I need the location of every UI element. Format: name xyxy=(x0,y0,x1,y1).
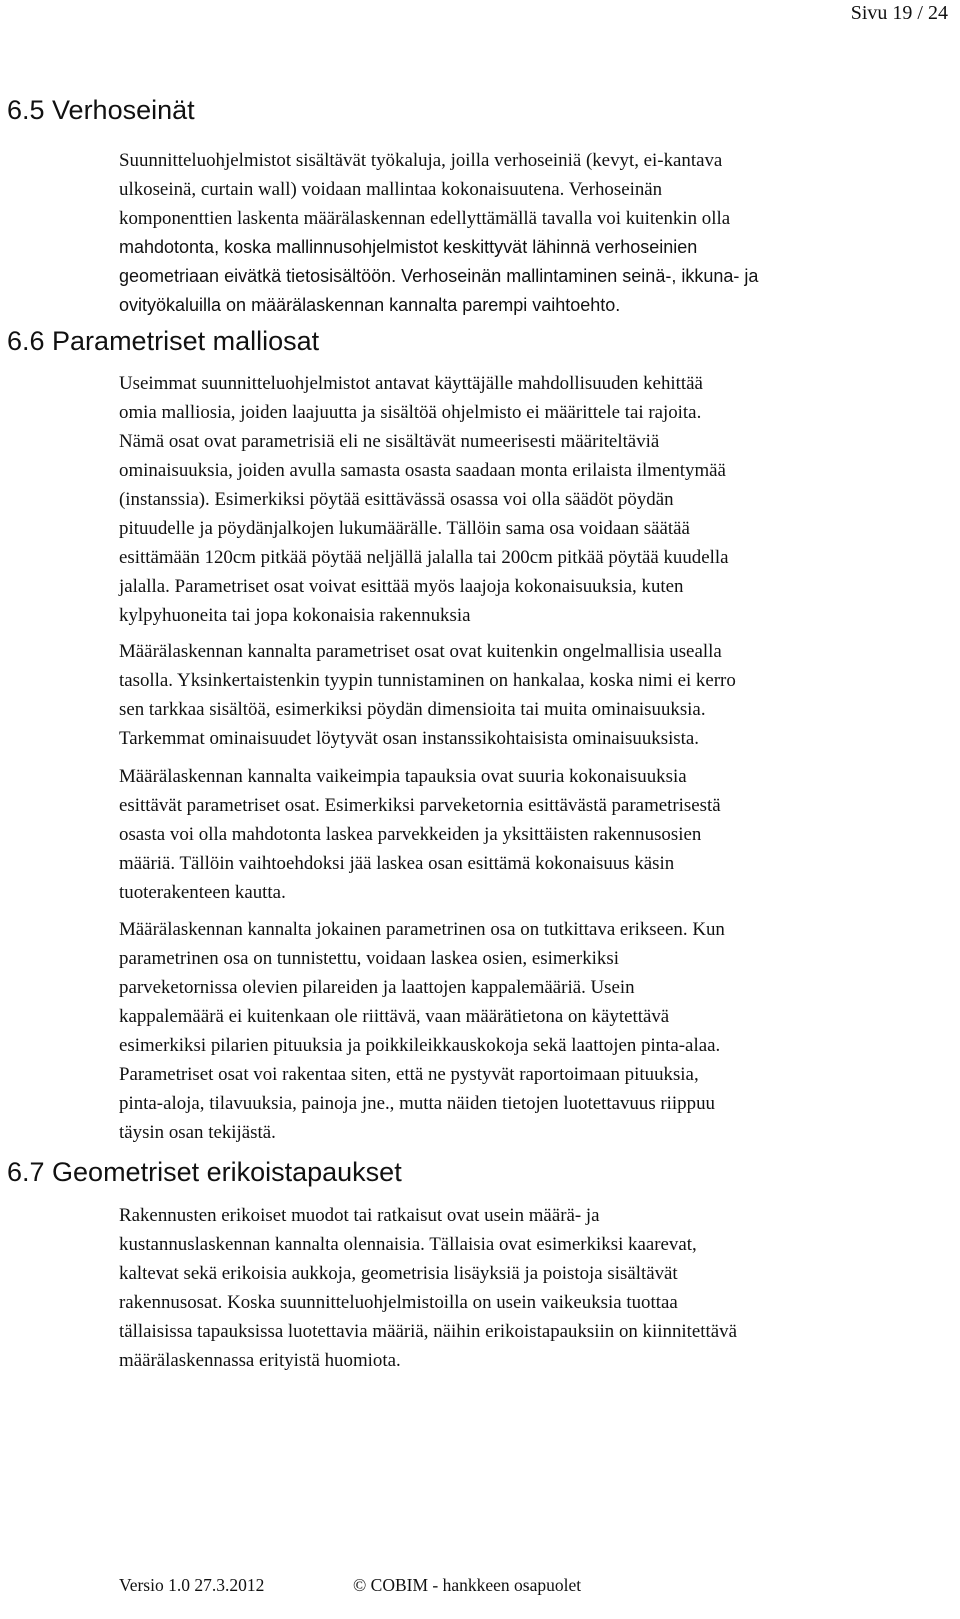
text-line: täysin osan tekijästä. xyxy=(119,1122,276,1143)
text-line: tuoterakenteen kautta. xyxy=(119,882,286,903)
text-line: kaltevat sekä erikoisia aukkoja, geometrisia lisäyksiä ja poistoja sisältävät xyxy=(119,1263,678,1284)
text-line: Määrälaskennan kannalta vaikeimpia tapauksia ovat suuria kokonaisuuksia xyxy=(119,766,687,787)
section-heading-6-6: 6.6 Parametriset malliosat xyxy=(7,326,320,356)
text-line: Parametriset osat voi rakentaa siten, että ne pystyvät raportoimaan pituuksia, xyxy=(119,1064,699,1085)
text-line: kappalemäärä ei kuitenkaan ole riittävä, vaan määrätietona on käytettävä xyxy=(119,1006,670,1027)
text-line: esittävät parametriset osat. Esimerkiksi parveketornia esittävästä parametrisestä xyxy=(119,795,721,816)
text-line: rakennusosat. Koska suunnitteluohjelmistoilla on usein vaikeuksia tuottaa xyxy=(119,1292,678,1313)
paragraph xyxy=(119,915,937,1147)
text-line: määrälaskennassa erityistä huomiota. xyxy=(119,1350,401,1371)
text-line: geometriaan eivätkä tietosisältöön. Verhoseinän mallintaminen seinä-, ikkuna- ja xyxy=(119,266,759,286)
section-heading-6-5: 6.5 Verhoseinät xyxy=(7,95,195,125)
text-line: kustannuslaskennan kannalta olennaisia. Tällaisia ovat esimerkiksi kaarevat, xyxy=(119,1234,697,1255)
text-line: Rakennusten erikoiset muodot tai ratkaisut ovat usein määrä- ja xyxy=(119,1205,600,1226)
text-line: Tarkemmat ominaisuudet löytyvät osan instanssikohtaisista ominaisuuksista. xyxy=(119,728,700,749)
text-line: pituudelle ja pöydänjalkojen lukumäärälle. Tällöin sama osa voidaan säätää xyxy=(119,518,690,539)
text-line: parveketornissa olevien pilareiden ja laattojen kappalemääriä. Usein xyxy=(119,977,635,998)
paragraph xyxy=(119,369,937,630)
text-line: omia malliosia, joiden laajuutta ja sisältöä ohjelmisto ei määrittele tai rajoita. xyxy=(119,402,702,423)
text-line: mahdotonta, koska mallinnusohjelmistot keskittyvät lähinnä verhoseinien xyxy=(119,237,698,257)
footer-version: Versio 1.0 27.3.2012 xyxy=(119,1575,265,1595)
text-line: määriä. Tällöin vaihtoehdoksi jää laskea osan esittämä kokonaisuus käsin xyxy=(119,853,675,874)
text-line: tällaisissa tapauksissa luotettavia määriä, näihin erikoistapauksiin on kiinnitettävä xyxy=(119,1321,737,1342)
text-line: Määrälaskennan kannalta parametriset osat ovat kuitenkin ongelmallisia usealla xyxy=(119,641,722,662)
paragraph xyxy=(119,1201,937,1375)
text-line: sen tarkkaa sisältöä, esimerkiksi pöydän dimensioita tai muita ominaisuuksia. xyxy=(119,699,706,720)
text-line: ominaisuuksia, joiden avulla samasta osasta saadaan monta erilaista ilmentymää xyxy=(119,460,726,481)
paragraph xyxy=(119,637,937,753)
text-line: osasta voi olla mahdotonta laskea parvekkeiden ja yksittäisten rakennusosien xyxy=(119,824,702,845)
text-line: ovityökaluilla on määrälaskennan kannalta parempi vaihtoehto. xyxy=(119,295,621,315)
text-line: parametrinen osa on tunnistettu, voidaan laskea osien, esimerkiksi xyxy=(119,948,619,969)
text-line: (instanssia). Esimerkiksi pöytää esittävässä osassa voi olla säädöt pöydän xyxy=(119,489,674,510)
text-line: esimerkiksi pilarien pituuksia ja poikkileikkauskokoja sekä laattojen pinta-alaa. xyxy=(119,1035,721,1056)
text-line: Määrälaskennan kannalta jokainen parametrinen osa on tutkittava erikseen. Kun xyxy=(119,919,725,940)
text-line: jalalla. Parametriset osat voivat esittää myös laajoja kokonaisuuksia, kuten xyxy=(119,576,684,597)
text-line: ulkoseinä, curtain wall) voidaan mallintaa kokonaisuutena. Verhoseinän xyxy=(119,179,663,200)
text-line: kylpyhuoneita tai jopa kokonaisia rakennuksia xyxy=(119,605,471,626)
page-number: Sivu 19 / 24 xyxy=(850,2,948,24)
text-line: Suunnitteluohjelmistot sisältävät työkaluja, joilla verhoseiniä (kevyt, ei-kantava xyxy=(119,150,723,171)
text-line: Useimmat suunnitteluohjelmistot antavat käyttäjälle mahdollisuuden kehittää xyxy=(119,373,703,394)
text-line: komponenttien laskenta määrälaskennan edellyttämällä tavalla voi kuitenkin olla xyxy=(119,208,731,229)
paragraph xyxy=(119,762,937,907)
paragraph xyxy=(119,146,937,320)
text-line: Nämä osat ovat parametrisiä eli ne sisältävät numeerisesti määriteltäviä xyxy=(119,431,660,452)
section-heading-6-7: 6.7 Geometriset erikoistapaukset xyxy=(7,1157,402,1187)
text-line: esittämään 120cm pitkää pöytää neljällä jalalla tai 200cm pitkää pöytää kuudella xyxy=(119,547,729,568)
text-line: tasolla. Yksinkertaistenkin tyypin tunnistaminen on hankalaa, koska nimi ei kerro xyxy=(119,670,736,691)
footer-copyright: © COBIM - hankkeen osapuolet xyxy=(353,1575,582,1595)
text-line: pinta-aloja, tilavuuksia, painoja jne., mutta näiden tietojen luotettavuus riippuu xyxy=(119,1093,715,1114)
